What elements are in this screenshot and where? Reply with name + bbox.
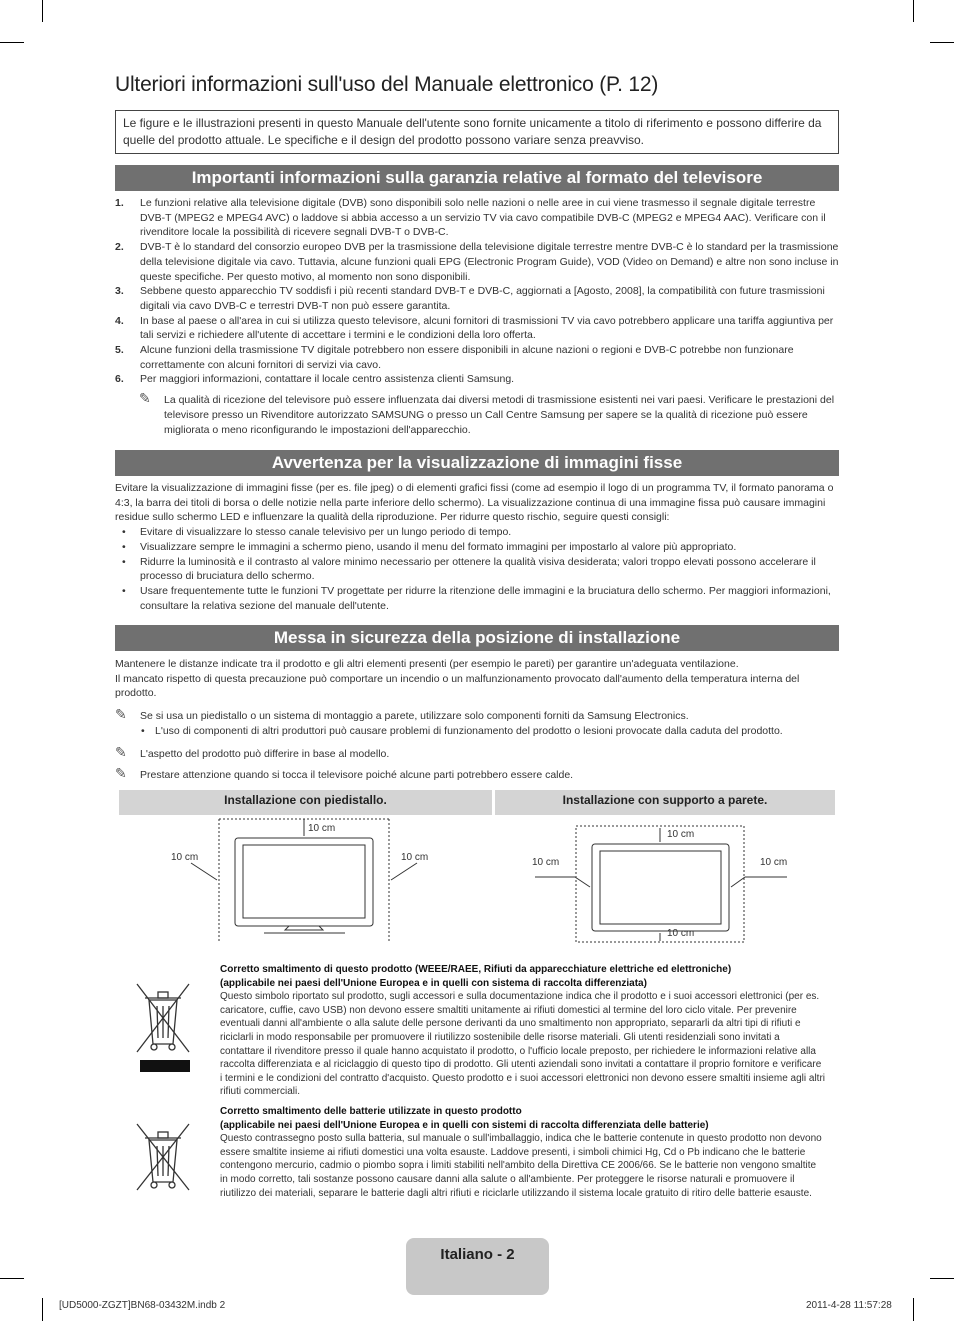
weee-subtitle: (applicabile nei paesi dell'Unione Europea e in quelli con sistema di raccolta differenziata) (220, 977, 647, 989)
crop-mark (0, 1278, 24, 1279)
item-number: 4. (115, 314, 124, 327)
clearance-label: 10 cm (171, 852, 199, 863)
pencil-note-icon: ✎ (139, 390, 151, 407)
crop-mark (913, 1298, 914, 1321)
item-number: 2. (115, 241, 124, 254)
note-text: La qualità di ricezione del televisore può essere influenzata dai diversi metodi di trasmissione esistenti nei vari paesi. Verificare le prestazioni del televisore presso un Rivenditore autorizzato SAMSUNG o presso un Call Centre Samsung per sapere se la qualità di ricezione può essere migliorata o meno riconfigurando le impostazioni dell'apparecchio. (164, 394, 835, 436)
note-text: Prestare attenzione quando si tocca il televisore poiché alcune parti potrebbero essere calde. (140, 769, 574, 782)
bullet-text: L'uso di componenti di altri produttori può causare problemi di funzionamento del prodotto o lesioni provocate dalla caduta del prodotto. (155, 724, 783, 737)
clearance-label: 10 cm (667, 829, 695, 840)
item-number: 6. (115, 373, 124, 386)
item-number: 3. (115, 285, 124, 298)
warranty-heading: Importanti informazioni sulla garanzia relative al formato del televisore (115, 165, 839, 191)
install-intro: Mantenere le distanze indicate tra il prodotto e gli altri elementi presenti (per esempio le pareti) per garantire un'adeguata ventilazione. (115, 658, 739, 670)
file-name: [UD5000-ZGZT]BN68-03432M.indb 2 (59, 1300, 226, 1311)
note-text: L'aspetto del prodotto può differire in base al modello. (140, 747, 390, 760)
item-text: Alcune funzioni della trasmissione TV digitale potrebbero non essere disponibili in alcune nazioni o regioni e DVB-C potrebbe non funzionare correttamente con alcuni fornitori di servizi via cavo. (140, 344, 794, 371)
list-item: • Usare frequentemente tutte le funzioni TV progettate per ridurre la ritenzione delle immagini e la bruciatura dello schermo. Per maggiori informazioni, consultare la relativa sezione del manuale dell'utente. (122, 584, 831, 612)
list-item (115, 372, 839, 387)
weee-title: Corretto smaltimento di questo prodotto (WEEE/RAEE, Rifiuti da apparecchiature elettriche ed elettroniche) (220, 964, 732, 975)
crop-mark (0, 42, 24, 43)
crop-mark (42, 1298, 43, 1321)
bullet-text: Ridurre la luminosità e il contrasto al valore minimo necessario per ottenere la qualità visiva desiderata; valori troppo elevati possono accelerare il processo di bruciatura dello schermo. (140, 555, 816, 583)
list-item: • Evitare di visualizzare lo stesso canale televisivo per un lungo periodo di tempo. (122, 526, 512, 539)
pencil-note-icon: ✎ (115, 743, 127, 760)
stand-install-header: Installazione con piedistallo. (119, 790, 492, 815)
weee-block (220, 963, 825, 1099)
warranty-note (115, 390, 839, 437)
item-number: 5. (115, 344, 124, 357)
list-item: • L'uso di componenti di altri produttori può causare problemi di funzionamento del prodotto o lesioni provocate dalla caduta del prodotto. (141, 724, 783, 737)
wall-install-header: Installazione con supporto a parete. (495, 790, 835, 815)
bullet-text: Usare frequentemente tutte le funzioni TV progettate per ridurre la ritenzione delle immagini e la bruciatura dello schermo. Per maggiori informazioni, consultare la relativa sezione del manuale dell'utente. (140, 584, 831, 612)
print-datetime: 2011-4-28 11:57:28 (806, 1300, 892, 1311)
crop-mark (930, 1278, 954, 1279)
item-text: Sebbene questo apparecchio TV soddisfi i più recenti standard DVB-T e DVB-C, aggiornati a [Agosto, 2008], la compatibilità con future trasmissioni digitali via cavo DVB-C e terrestri DVB-T non può essere garantita. (140, 285, 825, 312)
clearance-label: 10 cm (760, 857, 788, 868)
clearance-label: 10 cm (308, 823, 336, 834)
list-item (115, 284, 839, 313)
list-item: • Visualizzare sempre le immagini a schermo pieno, usando il menu del formato immagini per impostarlo al valore più appropriato. (122, 540, 737, 553)
bullet-text: Visualizzare sempre le immagini a schermo pieno, usando il menu del formato immagini per impostarlo al valore più appropriato. (140, 540, 737, 553)
disclaimer-box: Le figure e le illustrazioni presenti in questo Manuale dell'utente sono fornite unicamente a titolo di riferimento e possono differire da quelle del prodotto attuale. Le specifiche e il design del prodotto possono variare senza preavviso. (115, 110, 839, 154)
list-item (115, 196, 839, 240)
crop-mark (42, 0, 43, 22)
still-image-body (115, 481, 839, 613)
battery-title: Corretto smaltimento delle batterie utilizzate in questo prodotto (220, 1106, 522, 1117)
wall-install-diagram (495, 815, 835, 945)
install-body (115, 657, 839, 783)
bullet-text: Evitare di visualizzare lo stesso canale televisivo per un lungo periodo di tempo. (140, 526, 512, 539)
install-intro: Il mancato rispetto di questa precauzione può comportare un incendio o un malfunzionamento provocato dall'aumento della temperatura interna del prodotto. (115, 672, 800, 700)
crossed-out-battery-bin-icon (133, 1120, 193, 1195)
note-text: Se si usa un piedistallo o un sistema di montaggio a parete, utilizzare solo componenti forniti da Samsung Electronics. (140, 710, 689, 723)
clearance-label: 10 cm (401, 852, 429, 863)
still-image-heading: Avvertenza per la visualizzazione di immagini fisse (115, 450, 839, 476)
clearance-label: 10 cm (532, 857, 560, 868)
item-text: In base al paese o all'area in cui si utilizza questo televisore, alcuni fornitori di trasmissioni TV via cavo potrebbero applicare una tariffa aggiuntiva per tali servizi e richiedere all'utente di accettare i termini e le condizioni della loro offerta. (140, 314, 834, 342)
install-note (115, 765, 839, 783)
install-note (115, 743, 839, 762)
install-heading: Messa in sicurezza della posizione di installazione (115, 625, 839, 651)
crop-mark (913, 0, 914, 22)
clearance-label: 10 cm (667, 928, 695, 939)
crossed-out-bin-icon (133, 980, 193, 1075)
stand-install-diagram (119, 815, 492, 945)
item-text: Le funzioni relative alla televisione digitale (DVB) sono disponibili solo nelle nazioni o nelle aree in cui viene trasmesso il segnale digitale terrestre DVB-T (MPEG2 e MPEG4 AVC) o laddove si abbia accesso a un servizio TV via cavo compatibile DVB-C (MPEG2 e MPEG4 AAC). Verificare con il rivenditore locale la possibilità di ricevere segnali DVB-T o DVB-C. (140, 197, 826, 239)
list-item (115, 343, 839, 372)
pencil-note-icon: ✎ (115, 765, 127, 782)
weee-body: Questo simbolo riportato sul prodotto, sugli accessori e sulla documentazione indica che il prodotto e i suoi accessori elettronici (per es. caricatore, cuffie, cavo USB) non devono essere smaltiti unitamente ai rifiuti domestici al termine del loro ciclo vitale. Per prevenire eventuali danni all'ambiente o alla salute delle persone derivanti da uno smaltimento non appropriato, separarli da altri tipi di rifiuti e riciclarli in modo responsabile per promuovere il riutilizzo sostenibile delle risorse materiali. Gli utenti residenziali sono invitati a contattare il rivenditore presso il quale hanno acquistato il prodotto, o l'ufficio locale preposto, per richiedere le informazioni relative alla raccolta differenziata e al riciclaggio di questo tipo di prodotto. Gli utenti aziendali sono invitati a contattare il proprio fornitore e verificare i termini e le condizioni del contratto d'acquisto. Questo prodotto e i suoi accessori elettronici non devono essere smaltiti insieme agli altri rifiuti commerciali. (220, 991, 825, 1098)
still-image-intro: Evitare la visualizzazione di immagini fisse (per es. file jpeg) o di elementi grafici fissi (come ad esempio il logo di un programma TV, il formato panorama o 4:3, la barra dei titoli di borsa o delle notizie nella parte inferiore dello schermo). La visualizzazione continua di una immagine fissa può causare immagini residue sullo schermo LED e influenzare la qualità della riproduzione. Per ridurre questo rischio, seguire questi consigli: (115, 482, 834, 524)
item-text: Per maggiori informazioni, contattare il locale centro assistenza clienti Samsung. (140, 373, 515, 386)
list-item (115, 240, 839, 284)
battery-block (220, 1105, 825, 1200)
list-item (115, 314, 839, 343)
item-number: 1. (115, 197, 124, 209)
warranty-list (115, 196, 839, 437)
install-note (115, 706, 839, 724)
battery-subtitle: (applicabile nei paesi dell'Unione Europea e in quelli con sistemi di raccolta differenziata delle batterie) (220, 1119, 709, 1131)
battery-body: Questo contrassegno posto sulla batteria, sul manuale o sull'imballaggio, indica che le batterie contenute in questo prodotto non devono essere smaltite insieme ai rifiuti domestici una volta esauste. Laddove presenti, i simboli chimici Hg, Cd o Pb indicano che le batterie contengono mercurio, cadmio o piombo sopra i limiti stabiliti nell'ambito della Direttiva CE 2006/66. Se le batterie non vengono smaltite in modo corretto, tali sostanze possono causare danni alla salute o all'ambiente. Per proteggere le risorse naturali e promuovere il riutilizzo dei materiali, separare le batterie dagli altri rifiuti e riciclarle utilizzando il sistema locale gratuito di ritiro delle batterie esauste. (220, 1133, 822, 1199)
page-title: Ulteriori informazioni sull'uso del Manuale elettronico (P. 12) (115, 73, 659, 96)
list-item: • Ridurre la luminosità e il contrasto al valore minimo necessario per ottenere la qualità visiva desiderata; valori troppo elevati possono accelerare il processo di bruciatura dello schermo. (122, 555, 816, 583)
crop-mark (930, 42, 954, 43)
page-number-tab: Italiano - 2 (406, 1238, 549, 1295)
pencil-note-icon: ✎ (115, 706, 127, 723)
item-text: DVB-T è lo standard del consorzio europeo DVB per la trasmissione della televisione digitale terrestre mentre DVB-C è lo standard per la trasmissione della televisione digitale via cavo. Tuttavia, alcune funzioni quali EPG (Electronic Program Guide), VOD (Video on Demand) e altre non sono incluse in queste specifiche. Per questo motivo, al momento non sono disponibili. (140, 241, 839, 283)
